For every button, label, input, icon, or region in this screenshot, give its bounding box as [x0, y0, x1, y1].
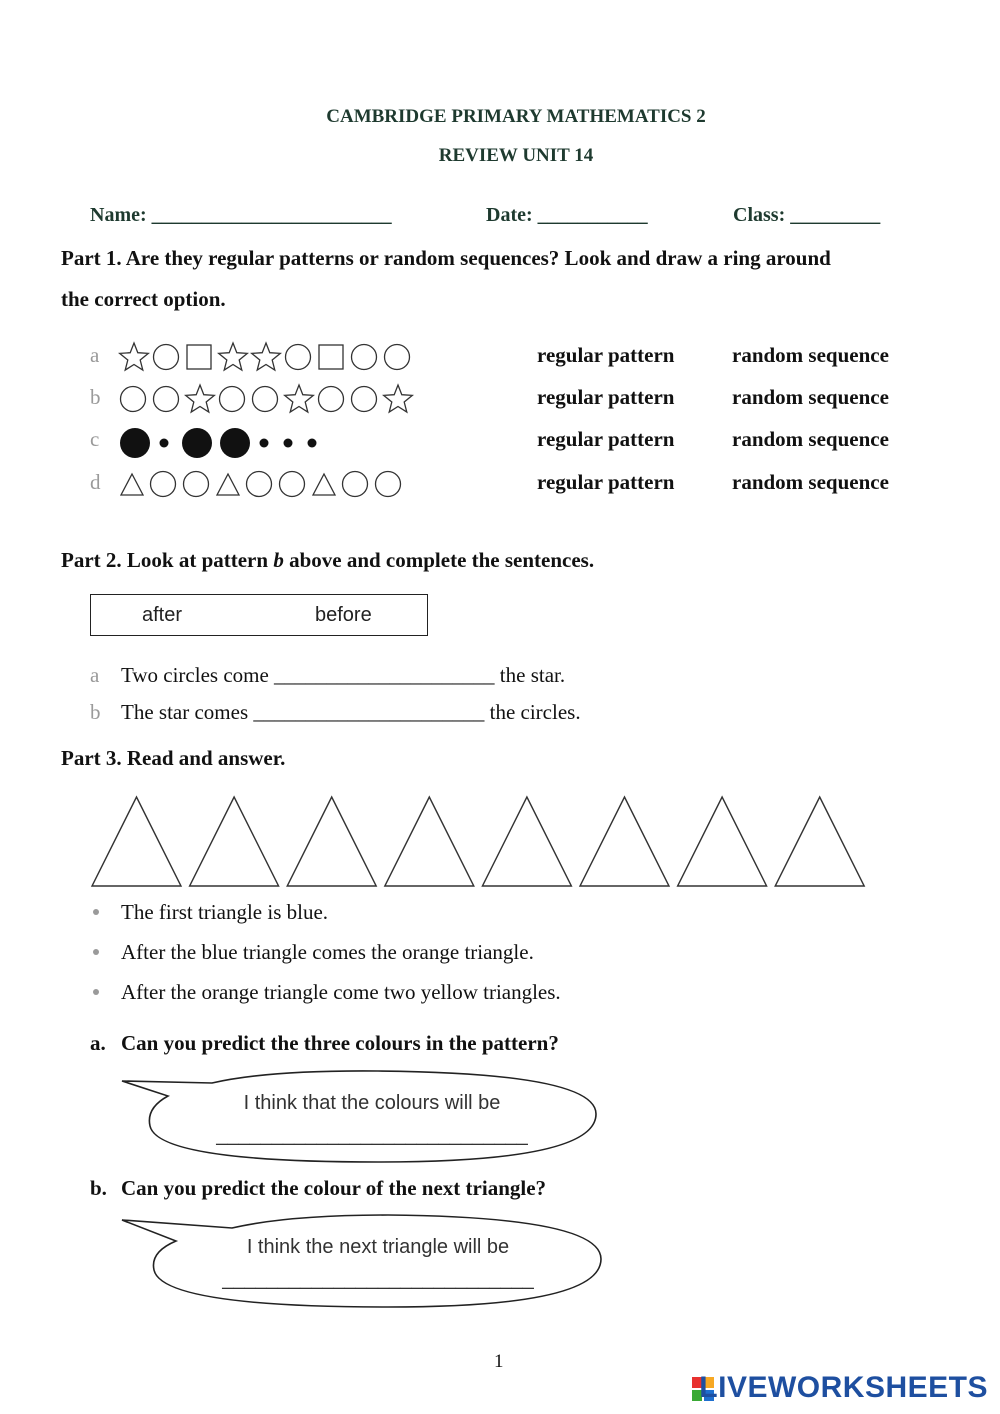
question-b-label: b.	[90, 1176, 107, 1200]
triangle-4[interactable]	[385, 797, 474, 886]
triangle-1[interactable]	[92, 797, 181, 886]
bullet-text-2: After the blue triangle comes the orange triangle.	[121, 940, 534, 964]
class-field[interactable]: Class: _________	[733, 204, 881, 226]
name-field[interactable]: Name: ________________________	[90, 204, 392, 226]
part1-instruction-line2: the correct option.	[61, 287, 226, 311]
triangle-5[interactable]	[482, 797, 571, 886]
bullet-dot	[93, 949, 99, 955]
bubble-b-answer-blank[interactable]: ____________________________	[222, 1268, 534, 1290]
part3-instruction: Part 3. Read and answer.	[61, 746, 286, 770]
bubble-a-text: I think that the colours will be	[243, 1092, 501, 1114]
triangle-8[interactable]	[775, 797, 864, 886]
triangle-3[interactable]	[287, 797, 376, 886]
option-random-sequence[interactable]: random sequence	[732, 343, 889, 367]
bubble-a-answer-blank[interactable]: ____________________________	[216, 1124, 528, 1146]
bubble-b-text: I think the next triangle will be	[246, 1236, 510, 1258]
option-regular-pattern[interactable]: regular pattern	[537, 470, 675, 494]
question-b-text: Can you predict the colour of the next triangle?	[121, 1176, 547, 1200]
option-regular-pattern[interactable]: regular pattern	[537, 343, 675, 367]
part1-row-letter: b	[90, 385, 101, 409]
option-random-sequence[interactable]: random sequence	[732, 385, 889, 409]
worksheet-subtitle: REVIEW UNIT 14	[438, 145, 594, 166]
part2-pattern-letter: b	[273, 548, 284, 572]
word-bank-after: after	[142, 604, 183, 626]
part1-instruction-line1: Part 1. Are they regular patterns or random sequences? Look and draw a ring around	[61, 246, 831, 270]
part1-row-letter: d	[90, 470, 101, 494]
bullet-dot	[93, 909, 99, 915]
bullet-text-3: After the orange triangle come two yellow triangles.	[121, 980, 561, 1004]
date-field[interactable]: Date: ___________	[486, 204, 648, 226]
triangle-7[interactable]	[678, 797, 767, 886]
option-regular-pattern[interactable]: regular pattern	[537, 427, 675, 451]
page-number: 1	[494, 1351, 504, 1372]
liveworksheets-brand: LIVEWORKSHEETS	[699, 1371, 988, 1404]
triangle-6[interactable]	[580, 797, 669, 886]
part2-instruction-suffix: above and complete the sentences.	[283, 548, 595, 572]
speech-bubble-b	[118, 1212, 608, 1312]
word-bank-before: before	[315, 604, 372, 626]
bullet-dot	[93, 989, 99, 995]
option-regular-pattern[interactable]: regular pattern	[537, 385, 675, 409]
part2-sentence-letter-b: b	[90, 700, 101, 724]
bullet-text-1: The first triangle is blue.	[121, 900, 329, 924]
option-random-sequence[interactable]: random sequence	[732, 470, 889, 494]
part2-sentence-letter-a: a	[90, 663, 100, 687]
option-random-sequence[interactable]: random sequence	[732, 427, 889, 451]
worksheet-title: CAMBRIDGE PRIMARY MATHEMATICS 2	[326, 106, 706, 127]
part1-row-letter: a	[90, 343, 100, 367]
part2-sentence-a[interactable]: Two circles come _____________________ the star.	[121, 663, 566, 687]
part1-row-letter: c	[90, 427, 100, 451]
part2-instruction-prefix: Part 2. Look at pattern	[61, 548, 274, 572]
question-a-text: Can you predict the three colours in the pattern?	[121, 1031, 559, 1055]
triangle-2[interactable]	[190, 797, 279, 886]
speech-bubble-a	[118, 1068, 603, 1168]
question-a-label: a.	[90, 1031, 106, 1055]
part2-sentence-b[interactable]: The star comes ______________________ the circles.	[121, 700, 581, 724]
